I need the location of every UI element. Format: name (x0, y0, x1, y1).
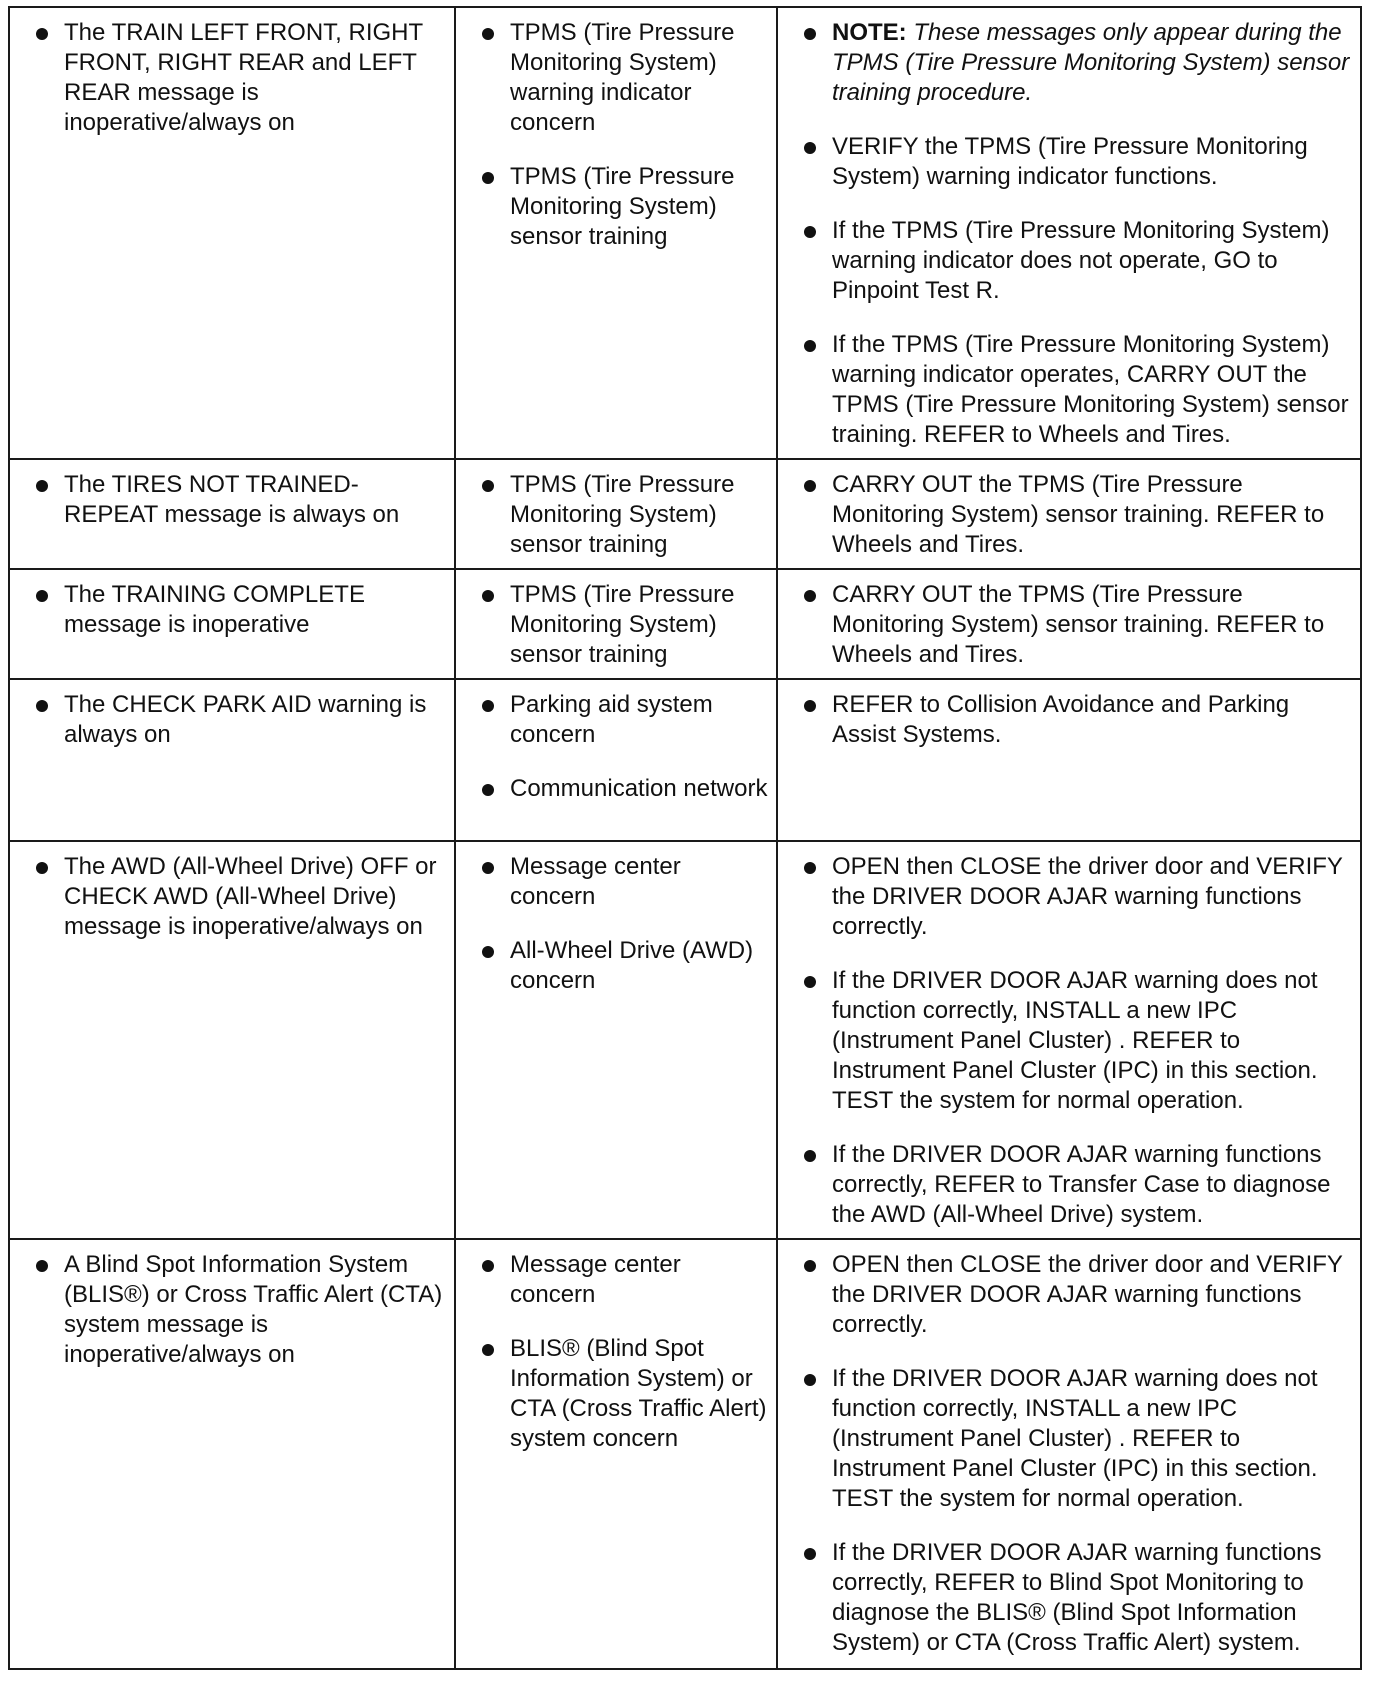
symptom-cell (9, 459, 455, 569)
note-text: These messages only appear during the TPMS (Tire Pressure Monitoring System) sensor training procedure. (832, 19, 1350, 106)
bullet-icon (482, 784, 494, 796)
table-row (9, 1239, 1361, 1669)
list-item (462, 936, 770, 996)
action-text: OPEN then CLOSE the driver door and VERIFY the DRIVER DOOR AJAR warning functions correctly. (832, 1251, 1343, 1338)
cause-text: TPMS (Tire Pressure Monitoring System) sensor training (510, 163, 735, 250)
bullet-icon (482, 28, 494, 40)
symptom-cell (9, 679, 455, 841)
note-item (784, 18, 1354, 108)
symptom-text: The CHECK PARK AID warning is always on (64, 691, 427, 748)
list-item (784, 580, 1354, 670)
action-text: If the DRIVER DOOR AJAR warning does not function correctly, INSTALL a new IPC (Instrument Panel Cluster) . REFER to Instrument Panel Cluster (IPC) in this section. TEST the system for normal operation. (832, 967, 1318, 1114)
bullet-icon (36, 1260, 48, 1272)
bullet-icon (482, 700, 494, 712)
cause-text: Parking aid system concern (510, 691, 713, 748)
cause-cell (455, 569, 777, 679)
bullet-icon (804, 28, 816, 40)
bullet-icon (36, 700, 48, 712)
bullet-icon (482, 590, 494, 602)
list-item (462, 470, 770, 560)
list-item (462, 1250, 770, 1310)
bullet-icon (804, 862, 816, 874)
diagnostic-page (8, 6, 1360, 1670)
cause-cell (455, 459, 777, 569)
bullet-icon (804, 1548, 816, 1560)
bullet-icon (482, 1344, 494, 1356)
symptom-text: The TRAIN LEFT FRONT, RIGHT FRONT, RIGHT REAR and LEFT REAR message is inoperative/always on (64, 19, 423, 136)
action-text: If the DRIVER DOOR AJAR warning functions correctly, REFER to Transfer Case to diagnose the AWD (All-Wheel Drive) system. (832, 1141, 1331, 1228)
cause-text: TPMS (Tire Pressure Monitoring System) sensor training (510, 581, 735, 668)
action-text: REFER to Collision Avoidance and Parking Assist Systems. (832, 691, 1290, 748)
bullet-icon (804, 1260, 816, 1272)
cause-text: Communication network (510, 775, 768, 802)
bullet-icon (482, 1260, 494, 1272)
bullet-icon (482, 172, 494, 184)
action-text: If the DRIVER DOOR AJAR warning does not function correctly, INSTALL a new IPC (Instrument Panel Cluster) . REFER to Instrument Panel Cluster (IPC) in this section. TEST the system for normal operation. (832, 1365, 1318, 1512)
bullet-icon (804, 142, 816, 154)
table-row (9, 841, 1361, 1239)
list-item (16, 852, 448, 942)
table-row (9, 569, 1361, 679)
bullet-icon (36, 28, 48, 40)
symptom-text: The TRAINING COMPLETE message is inoperative (64, 581, 365, 638)
list-item (462, 852, 770, 912)
bullet-icon (36, 480, 48, 492)
cause-text: TPMS (Tire Pressure Monitoring System) warning indicator concern (510, 19, 735, 136)
action-text: If the DRIVER DOOR AJAR warning functions correctly, REFER to Blind Spot Monitoring to diagnose the BLIS® (Blind Spot Information System) or CTA (Cross Traffic Alert) system. (832, 1539, 1322, 1656)
bullet-icon (482, 946, 494, 958)
cause-text: Message center concern (510, 1251, 681, 1308)
bullet-icon (804, 700, 816, 712)
symptom-text: The TIRES NOT TRAINED-REPEAT message is always on (64, 471, 400, 528)
bullet-icon (482, 480, 494, 492)
list-item (784, 330, 1354, 450)
list-item (462, 18, 770, 138)
list-item (462, 774, 770, 804)
note-label: NOTE: (832, 19, 907, 46)
list-item (784, 216, 1354, 306)
cause-text: TPMS (Tire Pressure Monitoring System) sensor training (510, 471, 735, 558)
bullet-icon (804, 340, 816, 352)
action-text: VERIFY the TPMS (Tire Pressure Monitoring System) warning indicator functions. (832, 133, 1308, 190)
list-item (16, 18, 448, 138)
symptom-cell (9, 569, 455, 679)
cause-cell (455, 7, 777, 459)
list-item (784, 1538, 1354, 1658)
list-item (784, 132, 1354, 192)
action-text: CARRY OUT the TPMS (Tire Pressure Monitoring System) sensor training. REFER to Wheels and Tires. (832, 471, 1325, 558)
action-cell (777, 459, 1361, 569)
bullet-icon (804, 226, 816, 238)
table-row (9, 459, 1361, 569)
bullet-icon (804, 976, 816, 988)
action-text: If the TPMS (Tire Pressure Monitoring System) warning indicator operates, CARRY OUT the TPMS (Tire Pressure Monitoring System) sensor training. REFER to Wheels and Tires. (832, 331, 1349, 448)
cause-cell (455, 679, 777, 841)
list-item (784, 470, 1354, 560)
list-item (16, 1250, 448, 1370)
list-item (462, 690, 770, 750)
bullet-icon (482, 862, 494, 874)
cause-cell (455, 1239, 777, 1669)
action-cell (777, 7, 1361, 459)
bullet-icon (804, 1150, 816, 1162)
list-item (462, 580, 770, 670)
list-item (784, 1364, 1354, 1514)
cause-text: All-Wheel Drive (AWD) concern (510, 937, 754, 994)
list-item (462, 1334, 770, 1454)
table-row (9, 7, 1361, 459)
action-cell (777, 679, 1361, 841)
action-cell (777, 841, 1361, 1239)
action-cell (777, 1239, 1361, 1669)
table-row (9, 679, 1361, 841)
list-item (462, 162, 770, 252)
bullet-icon (804, 480, 816, 492)
list-item (16, 470, 448, 530)
action-text: If the TPMS (Tire Pressure Monitoring System) warning indicator does not operate, GO to Pinpoint Test R. (832, 217, 1330, 304)
symptom-chart-table (8, 6, 1362, 1670)
action-text: CARRY OUT the TPMS (Tire Pressure Monitoring System) sensor training. REFER to Wheels and Tires. (832, 581, 1325, 668)
cause-text: Message center concern (510, 853, 681, 910)
symptom-text: A Blind Spot Information System (BLIS®) or Cross Traffic Alert (CTA) system message is inoperative/always on (64, 1251, 443, 1368)
bullet-icon (36, 590, 48, 602)
bullet-icon (804, 1374, 816, 1386)
symptom-cell (9, 7, 455, 459)
list-item (784, 690, 1354, 750)
action-cell (777, 569, 1361, 679)
cause-cell (455, 841, 777, 1239)
list-item (16, 580, 448, 640)
bullet-icon (36, 862, 48, 874)
symptom-cell (9, 1239, 455, 1669)
bullet-icon (804, 590, 816, 602)
cause-text: BLIS® (Blind Spot Information System) or CTA (Cross Traffic Alert) system concern (510, 1335, 767, 1452)
list-item (16, 690, 448, 750)
list-item (784, 852, 1354, 942)
action-text: OPEN then CLOSE the driver door and VERIFY the DRIVER DOOR AJAR warning functions correctly. (832, 853, 1343, 940)
list-item (784, 966, 1354, 1116)
list-item (784, 1140, 1354, 1230)
list-item (784, 1250, 1354, 1340)
symptom-text: The AWD (All-Wheel Drive) OFF or CHECK AWD (All-Wheel Drive) message is inoperative/always on (64, 853, 437, 940)
symptom-cell (9, 841, 455, 1239)
